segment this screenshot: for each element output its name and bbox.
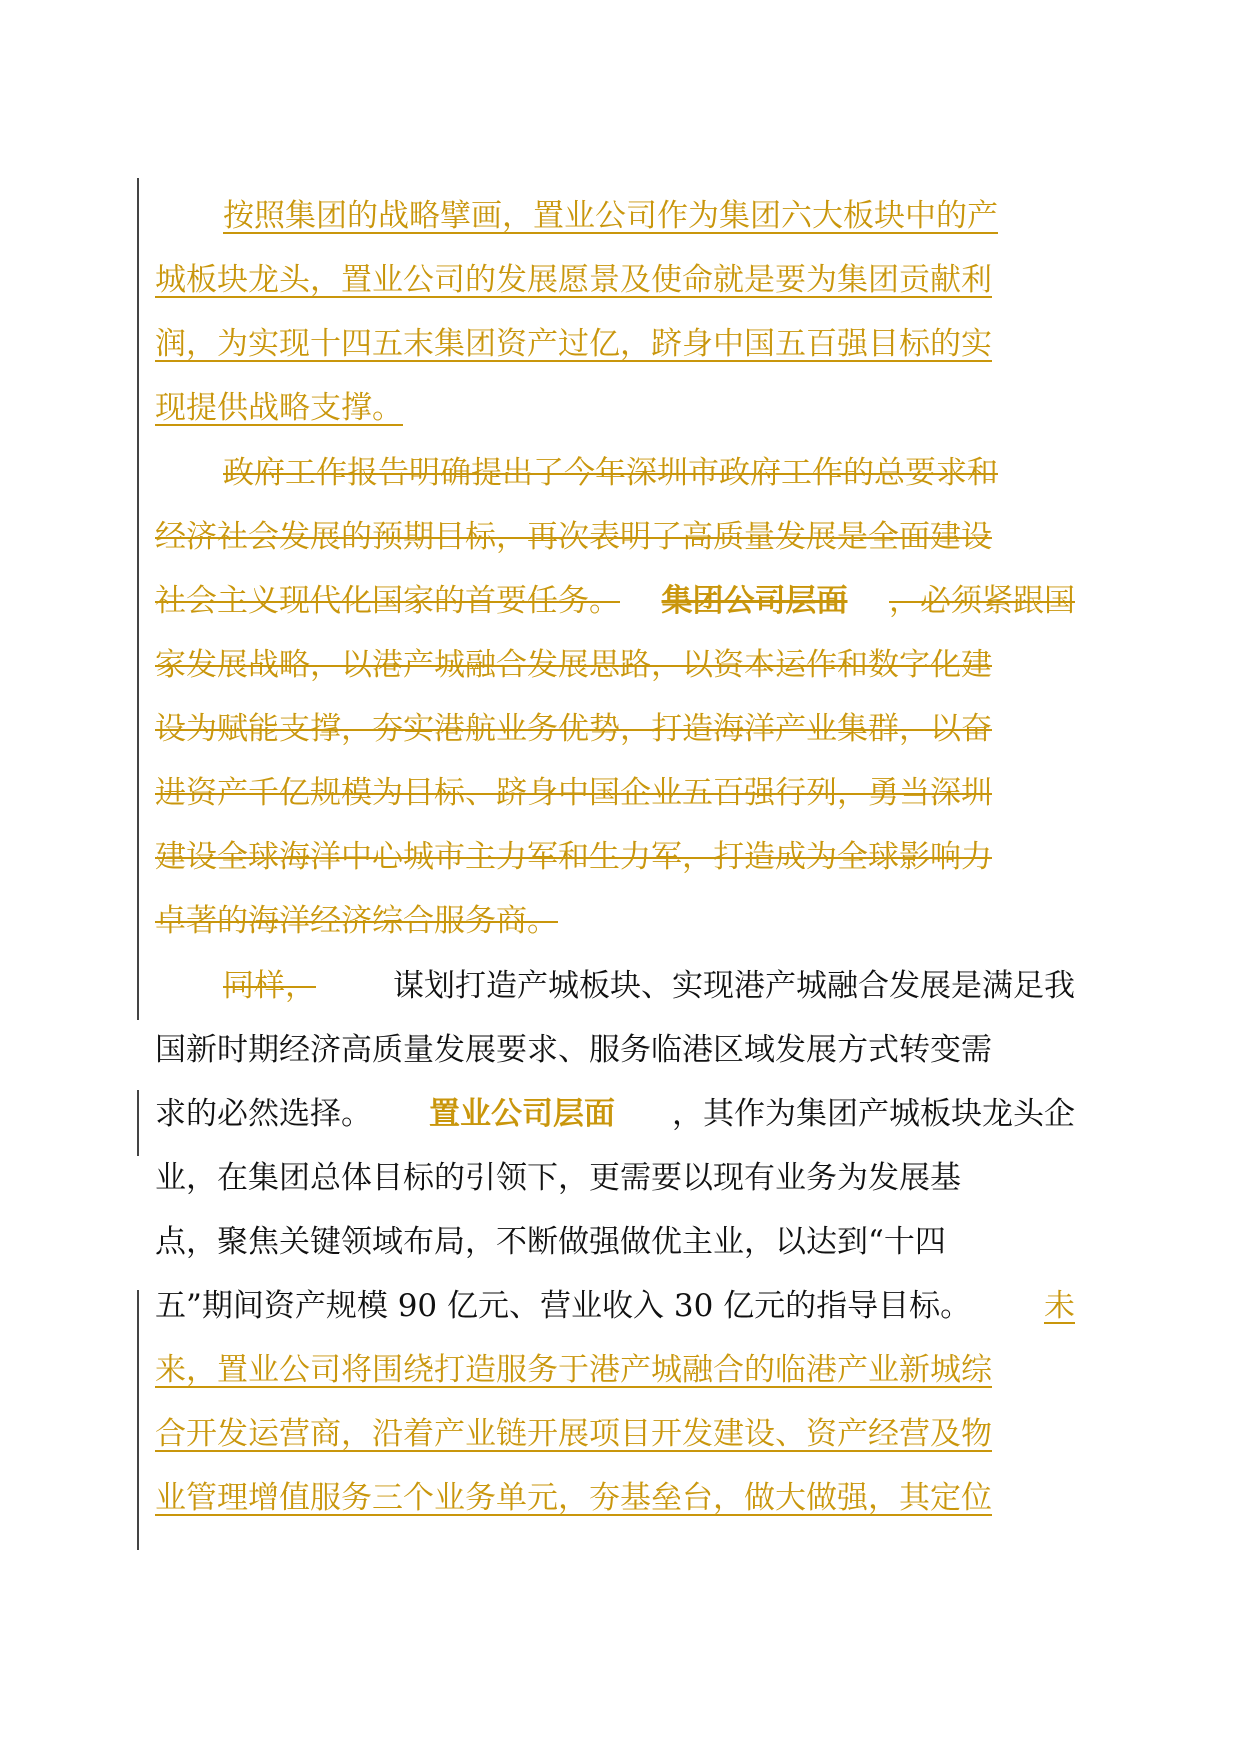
text-line [155,443,1075,503]
text-line [155,250,1075,310]
inserted-text: 合开发运营商，沿着产业链开展项目开发建设、资产经营及物 [155,1416,992,1452]
bold-heading: 置业公司层面 [429,1096,615,1132]
deleted-text: 家发展战略，以港产城融合发展思路，以资本运作和数字化建 [155,647,992,683]
text-line [155,827,1075,887]
text-line [155,891,1075,951]
inserted-text: 润，为实现十四五末集团资产过亿，跻身中国五百强目标的实 [155,326,992,362]
text-line [155,763,1075,823]
body-text: 求的必然选择。 [155,1096,372,1132]
deleted-text: 同样， [223,968,316,1004]
text-line [155,378,1075,438]
text-line [155,1212,1075,1272]
inserted-text: 来，置业公司将围绕打造服务于港产城融合的临港产业新城综 [155,1352,992,1388]
body-text: 五”期间资产规模 90 亿元、营业收入 30 亿元的指导目标。 [155,1288,972,1324]
inserted-text: 业管理增值服务三个业务单元，夯基垒台，做大做强，其定位 [155,1480,992,1516]
change-bar [137,1090,139,1156]
deleted-text: 卓著的海洋经济综合服务商。 [155,903,558,939]
text-line [155,571,1075,631]
body-text: 国新时期经济高质量发展要求、服务临港区域发展方式转变需 [155,1032,992,1068]
deleted-text: 社会主义现代化国家的首要任务。 [155,583,620,619]
text-line [155,314,1075,374]
text-line [155,1084,1075,1144]
body-text: 点，聚焦关键领域布局，不断做强做优主业，以达到“十四 [155,1224,946,1260]
text-line [155,699,1075,759]
change-bar [137,1290,139,1550]
text-line [155,1276,1075,1336]
change-bar [137,178,139,1020]
text-line [155,186,1075,246]
deleted-bold-heading: 集团公司层面 [661,583,848,619]
text-line [155,1468,1075,1528]
deleted-text: 政府工作报告明确提出了今年深圳市政府工作的总要求和 [223,455,998,491]
inserted-text: 按照集团的战略擘画，置业公司作为集团六大板块中的产 [223,198,998,234]
text-line [155,1340,1075,1400]
deleted-text: 设为赋能支撑，夯实港航业务优势，打造海洋产业集群，以奋 [155,711,992,747]
text-line [155,956,1075,1016]
body-text: 谋划打造产城板块、实现港产城融合发展是满足我 [393,968,1075,1004]
text-line [155,507,1075,567]
text-line [155,1020,1075,1080]
text-line [155,1404,1075,1464]
deleted-text: ，必须紧跟国 [889,583,1075,619]
inserted-text: 未 [1044,1288,1075,1324]
text-line [155,1148,1075,1208]
body-text: ，其作为集团产城板块龙头企 [672,1096,1075,1132]
deleted-text: 进资产千亿规模为目标、跻身中国企业五百强行列，勇当深圳 [155,775,992,811]
deleted-text: 经济社会发展的预期目标，再次表明了高质量发展是全面建设 [155,519,992,555]
body-text: 业，在集团总体目标的引领下，更需要以现有业务为发展基 [155,1160,961,1196]
inserted-text: 城板块龙头，置业公司的发展愿景及使命就是要为集团贡献利 [155,262,992,298]
deleted-text: 建设全球海洋中心城市主力军和生力军，打造成为全球影响力 [155,839,992,875]
text-line [155,635,1075,695]
inserted-text: 现提供战略支撑。 [155,390,403,426]
